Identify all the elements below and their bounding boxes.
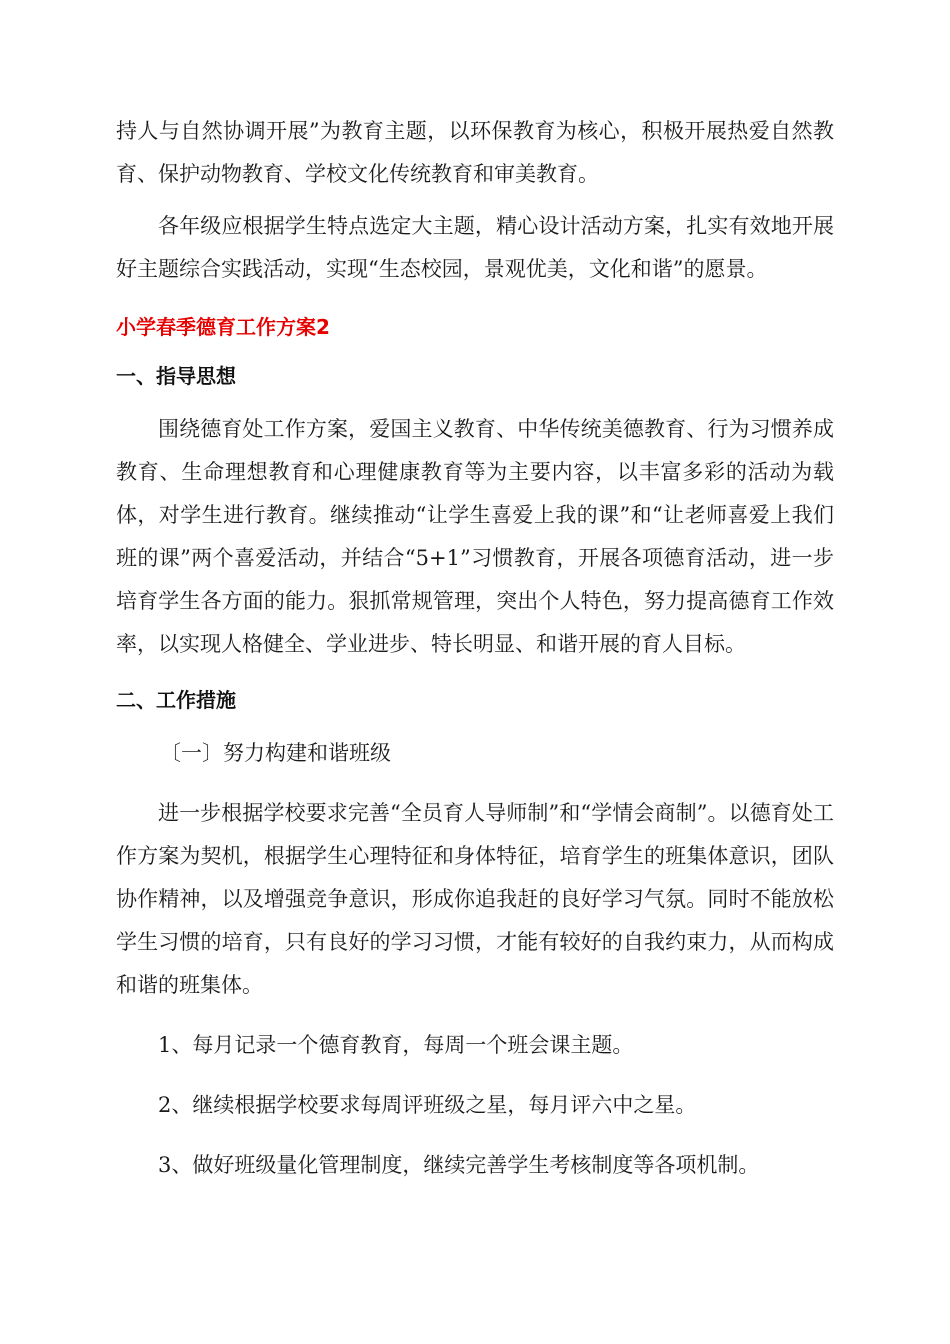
- section1-paragraph: 围绕德育处工作方案，爱国主义教育、中华传统美德教育、行为习惯养成教育、生命理想教育和心理健康教育等为主要内容，以丰富多彩的活动为载体，对学生进行教育。继续推动“让学生喜爱上我的课”和“让老师喜爱上我们班的课”两个喜爱活动，并结合“5+1”习惯教育，开展各项德育活动，进一步培育学生各方面的能力。狠抓常规管理，突出个人特色，努力提高德育工作效率，以实现人格健全、学业进步、特长明显、和谐开展的育人目标。: [116, 417, 834, 656]
- list-item: 2、继续根据学校要求每周评班级之星，每月评六中之星。: [158, 1093, 697, 1117]
- list-item: 1、每月记录一个德育教育，每周一个班会课主题。: [158, 1033, 634, 1057]
- document-page: [116, 110, 834, 1187]
- intro-paragraph-1: 持人与自然协调开展”为教育主题，以环保教育为核心，积极开展热爱自然教育、保护动物教育、学校文化传统教育和审美教育。: [116, 119, 834, 186]
- plan-title: 小学春季德育工作方案2: [116, 315, 330, 339]
- section2-paragraph: 进一步根据学校要求完善“全员育人导师制”和“学情会商制”。以德育处工作方案为契机，根据学生心理特征和身体特征，培育学生的班集体意识，团队协作精神，以及增强竞争意识，形成你追我赶的良好学习气氛。同时不能放松学生习惯的培育，只有良好的学习习惯，才能有较好的自我约束力，从而构成和谐的班集体。: [116, 801, 834, 997]
- intro-paragraph-2: 各年级应根据学生特点选定大主题，精心设计活动方案，扎实有效地开展好主题综合实践活动，实现“生态校园，景观优美，文化和谐”的愿景。: [116, 214, 834, 281]
- subheading-harmonious-class: 〔一〕努力构建和谐班级: [160, 741, 391, 765]
- list-item: 3、做好班级量化管理制度，继续完善学生考核制度等各项机制。: [158, 1153, 760, 1177]
- section-heading-work-measures: 二、工作措施: [116, 688, 236, 712]
- section-heading-guiding-ideology: 一、指导思想: [116, 364, 236, 388]
